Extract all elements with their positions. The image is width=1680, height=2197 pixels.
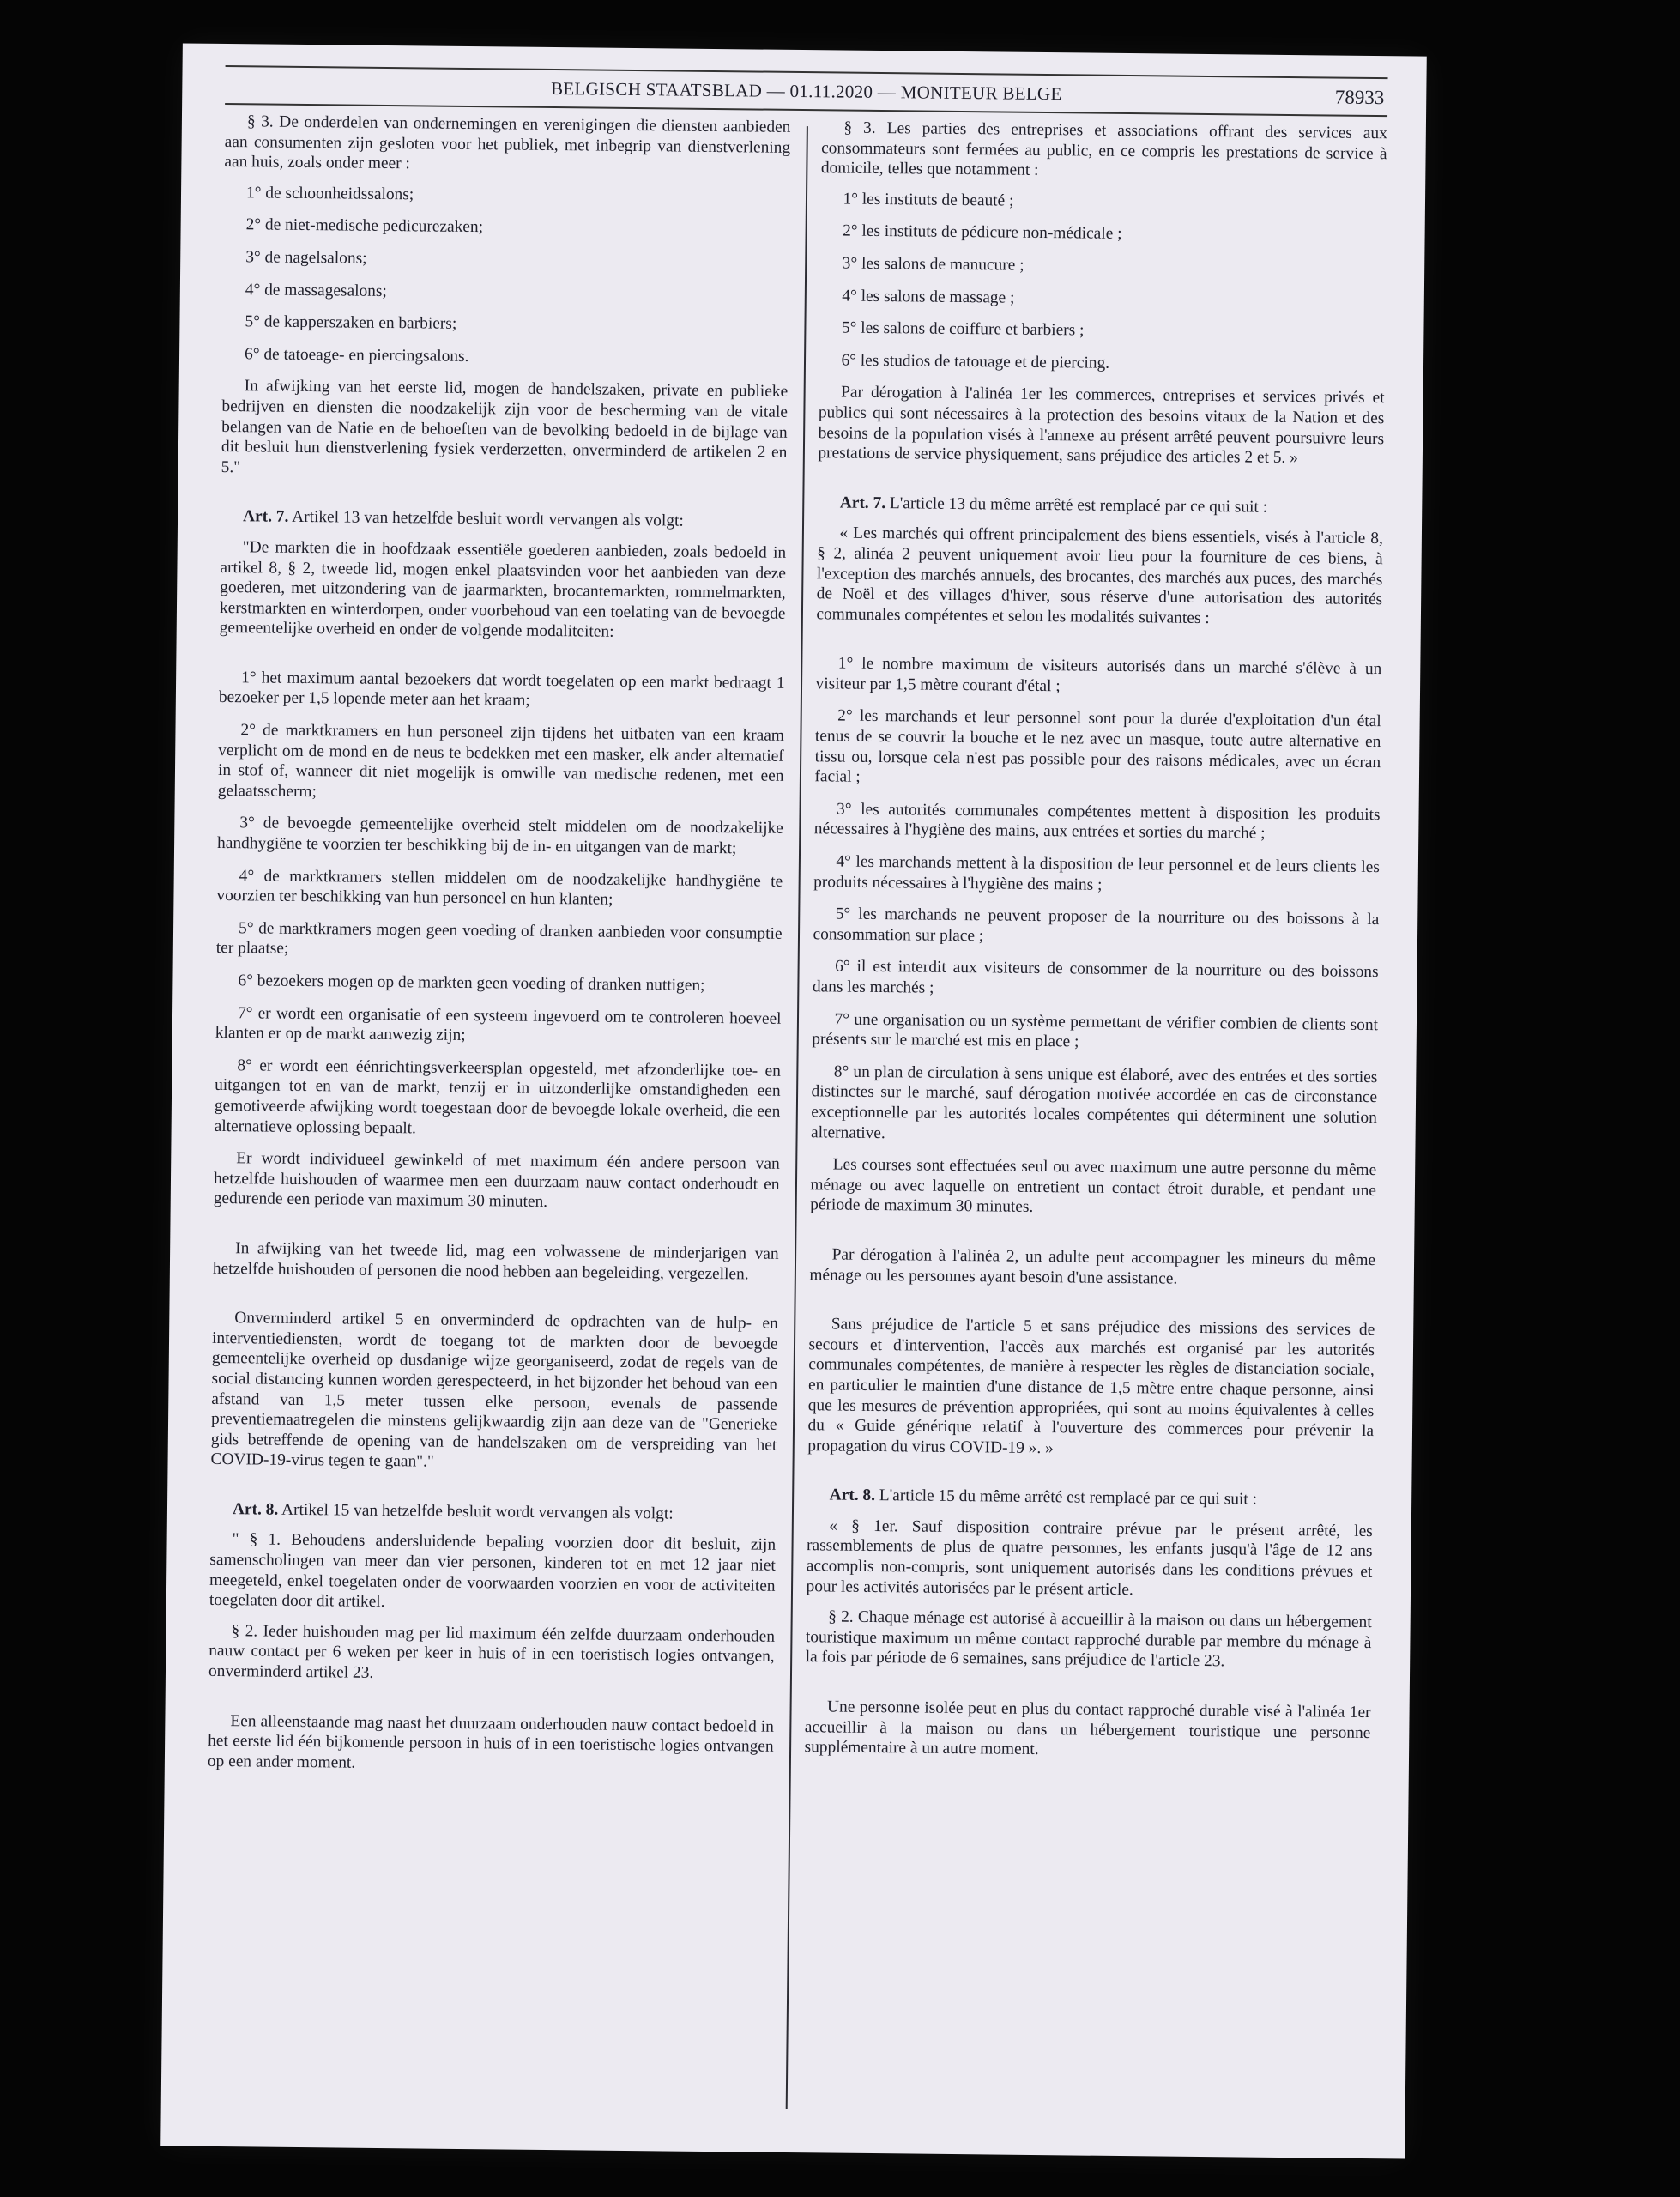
page-number: 78933 (1334, 86, 1385, 109)
fr-article7-item: 6° il est interdit aux visiteurs de consommer de la nourriture ou des boissons dans les marchés ; (812, 957, 1379, 997)
fr-article7-item: 7° une organisation ou un système permettant de vérifier combien de clients sont présents sur le marché est mis en place ; (812, 1010, 1379, 1051)
nl-article8-paragraph2: § 2. Ieder huishouden mag per lid maximum één zelfde duurzaam onderhouden nauw contact per 6 weken per keer in huis of in een toeristisch logies ontvangen, onverminderd artikel 23. (208, 1622, 776, 1682)
nl-section3-derogation: In afwijking van het eerste lid, mogen de handelszaken, private en publieke bedrijven en diensten die noodzakelijk zijn voor de bescherming van de vitale belangen van de Natie en de behoeften van de bevolking bedoeld in de bijlage van dit besluit hun dienstverlening fysiek verderzetten, onverminderd de artikelen 2 en 5." (221, 377, 789, 476)
nl-article7-item: 2° de marktkramers en hun personeel zijn tijdens het uitbaten van een kraam verplicht om de mond en de neus te bedekken met een masker, elk ander alternatief in stof of, wanneer dit niet mogelijk is omwille van medische redenen, met een gelaatsscherm; (217, 721, 785, 802)
fr-article7-heading (818, 493, 1384, 518)
fr-section3-derogation: Par dérogation à l'alinéa 1er les commerces, entreprises et services privés et publics qui sont nécessaires à la protection des besoins vitaux de la Nation et des besoins de la population visés à l'annexe au présent arrêté peuvent poursuivre leurs prestations de service physiquement, sans préjudice des articles 2 et 5. » (818, 383, 1385, 468)
fr-section3-item: 2° les instituts de pédicure non-médicale ; (843, 221, 1122, 244)
fr-article7-item: 5° les marchands ne peuvent proposer de la nourriture ou des boissons à la consommation sur place ; (813, 905, 1380, 946)
nl-article7-item: 4° de marktkramers stellen middelen om de noodzakelijke handhygiëne te voorzien ter beschikking van hun personeel en hun klanten; (216, 866, 783, 910)
nl-article7-text: Artikel 13 van hetzelfde besluit wordt vervangen als volgt: (292, 508, 684, 530)
nl-section3-item: 2° de niet-medische pedicurezaken; (245, 215, 484, 237)
french-column (785, 118, 1387, 2132)
fr-article8-text: L'article 15 du même arrêté est remplacé par ce qui suit : (879, 1486, 1258, 1509)
nl-article8-paragraph3: Een alleenstaande mag naast het duurzaam onderhouden nauw contact bedoeld in het eerste lid één bijkomende persoon in huis of in een toeristische logies ontvangen op een ander moment. (207, 1711, 774, 1772)
fr-section3-item: 3° les salons de manucure ; (842, 254, 1024, 275)
nl-article8-label: Art. 8. (232, 1500, 279, 1519)
nl-article7-intro: "De markten die in hoofdzaak essentiële goederen aanbieden, zoals bedoeld in artikel 8, § 2, tweede lid, mogen enkel plaatsvinden voor het aanbieden van deze goederen, met uitzondering van de jaarmarkten, brocantemarkten, rommelmarkten, kerstmarkten en winterdorpen, onder voorbehoud van een toelating van de bevoegde gemeentelijke overheid en onder de volgende modaliteiten: (219, 538, 787, 642)
nl-article7-heading (221, 506, 787, 532)
nl-article8-heading (210, 1499, 777, 1525)
fr-article7-individual: Les courses sont effectuées seul ou avec maximum une autre personne du même ménage ou avec laquelle on entretient un contact étroit durable, et pendant une période de maximum 30 minutes. (810, 1155, 1377, 1217)
fr-article7-intro: « Les marchés qui offrent principalement des biens essentiels, visés à l'article 8, § 2, alinéa 2 peuvent uniquement avoir lieu pour la fourniture de ces biens, à l'exception des marchés annuels, des brocantes, des marchés aux puces, des marchés de Noël et des villages d'hiver, sous réserve d'une autorisation des autorités communales compétentes et selon les modalités suivantes : (816, 524, 1384, 627)
fr-article7-access: Sans préjudice de l'article 5 et sans préjudice des missions des services de secours et d'intervention, l'accès aux marchés est organisé par les autorités communales compétentes, de manière à respecter les règles de distanciation sociale, en particulier le maintien d'une distance de 1,5 mètre entre chaque personne, ainsi que les mesures de prévention appropriées, qui sont au moins équivalentes à celles du « Guide générique relatif à l'ouverture des commerces pour prévenir la propagation du virus COVID-19 ». » (807, 1315, 1375, 1457)
document-page (160, 43, 1427, 2158)
fr-section3-item: 5° les salons de coiffure et barbiers ; (841, 318, 1085, 340)
fr-article7-item: 3° les autorités communales compétentes mettent à disposition les produits nécessaires à l'hygiène des mains, aux entrées et sorties du marché ; (813, 800, 1381, 844)
fr-article8-paragraph1: « § 1er. Sauf disposition contraire prévue par le présent arrêté, les rassemblements de plus de quatre personnes, les enfants jusqu'à l'âge de 12 ans accomplis non-compris, sont uniquement autorisés dans les conditions prévues et pour les activités autorisées par le présent article. (806, 1516, 1373, 1599)
nl-section3-item: 5° de kapperszaken en barbiers; (245, 312, 457, 333)
header-title: BELGISCH STAATSBLAD — 01.11.2020 — MONITEUR BELGE (550, 77, 1062, 105)
nl-article8-paragraph1: " § 1. Behoudens andersluidende bepaling voorzien door dit besluit, zijn samenscholingen van meer dan vier personen, kinderen tot en met 12 jaar niet meegeteld, enkel toegelaten onder de voorwaarden voorzien en voor de activiteiten toegelaten door dit artikel. (208, 1530, 777, 1612)
fr-section3-item: 4° les salons de massage ; (842, 287, 1015, 307)
nl-section3-item: 1° de schoonheidssalons; (245, 184, 414, 204)
fr-section3-item: 1° les instituts de beauté ; (843, 190, 1014, 210)
fr-article8-heading (807, 1485, 1374, 1510)
nl-article7-item: 5° de marktkramers mogen geen voeding of dranken aanbieden voor consumptie ter plaatse; (215, 919, 783, 959)
fr-section3-intro: § 3. Les parties des entreprises et associations offrant des services aux consommateurs sont fermées au public, en ce compris les prestations de service à domicile, telles que notamment : (820, 118, 1387, 180)
fr-article7-label: Art. 7. (839, 493, 886, 512)
nl-section3-intro: § 3. De onderdelen van ondernemingen en verenigingen die diensten aanbieden aan consumenten zijn gesloten voor het publiek, met inbegrip van dienstverlening aan huis, zoals onder meer : (224, 112, 791, 173)
nl-article7-item: 8° er wordt een éénrichtingsverkeersplan opgesteld, met afzonderlijke toe- en uitgangen tot en van de markt, tenzij er in uitzonderlijke omstandigheden een gemotiveerde afwijking wordt toegestaan door de bevoegde lokale overheid, die een alternatieve oplossing bepaalt. (214, 1056, 781, 1137)
nl-section3-item: 4° de massagesalons; (245, 280, 387, 300)
fr-article8-paragraph2: § 2. Chaque ménage est autorisé à accueillir à la maison ou dans un hébergement touristique maximum un même contact rapproché durable par membre du ménage à la fois par période de 6 semaines, sans préjudice de l'article 23. (805, 1607, 1372, 1671)
nl-article7-label: Art. 7. (242, 507, 289, 527)
fr-article7-item: 4° les marchands mettent à la disposition de leur personnel et de leurs clients les produits nécessaires à l'hygiène des mains ; (813, 852, 1380, 894)
fr-article8-paragraph3: Une personne isolée peut en plus du contact rapproché durable visé à l'alinéa 1er accueillir à la maison ou dans un hébergement touristique une personne supplémentaire à un autre moment. (804, 1698, 1371, 1759)
fr-article7-minors: Par dérogation à l'alinéa 2, un adulte peut accompagner les mineurs du même ménage ou les personnes ayant besoin d'une assistance. (809, 1245, 1376, 1288)
nl-article7-access: Onverminderd artikel 5 en onverminderd de opdrachten van de hulp- en interventiediensten, wordt de toegang tot de markten door de bevoegde gemeentelijke overheid op dusdanige wijze georganiseerd, zodat de regels van de social distancing kunnen worden gerespecteerd, in het bijzonder het behoud van een afstand van 1,5 meter tussen elke persoon, evenals de passende preventiemaatregelen die minstens gelijkwaardig zijn aan deze van de "Generieke gids betreffende de opening van de handelszaken om de verspreiding van het COVID-19-virus tegen te gaan"." (210, 1309, 778, 1471)
fr-section3-item: 6° les studios de tatouage et de piercing. (841, 351, 1110, 372)
nl-section3-item: 3° de nagelsalons; (245, 248, 367, 268)
nl-article7-item: 7° er wordt een organisatie of een systeem ingevoerd om te controleren hoeveel klanten er op de markt aanwezig zijn; (215, 1003, 782, 1045)
page-header (225, 65, 1387, 117)
nl-article7-item: 3° de bevoegde gemeentelijke overheid stelt middelen om de noodzakelijke handhygiëne te voorzien ter beschikking bij de in- en uitgangen van de markt; (217, 814, 783, 858)
nl-article7-item: 6° bezoekers mogen op de markten geen voeding of dranken nuttigen; (238, 971, 705, 995)
fr-article8-label: Art. 8. (829, 1486, 876, 1505)
fr-article7-item: 8° un plan de circulation à sens unique est élaboré, avec des entrées et des sorties distinctes sur le marché, sauf dérogation motivée accordée en cas de circonstance exceptionnelle par les autorités locales compétentes qui déterminent une solution alternative. (811, 1062, 1378, 1142)
nl-article8-text: Artikel 15 van hetzelfde besluit wordt vervangen als volgt: (281, 1500, 674, 1523)
nl-article7-item: 1° het maximum aantal bezoekers dat wordt toegelaten op een markt bedraagt 1 bezoeker per 1,5 lopende meter aan het kraam; (218, 669, 785, 711)
fr-article7-item: 1° le nombre maximum de visiteurs autorisés dans un marché s'élève à un visiteur par 1,5 mètre courant d'étal ; (815, 654, 1382, 696)
dutch-column (204, 112, 807, 2126)
fr-article7-text: L'article 13 du même arrêté est remplacé par ce qui suit : (889, 493, 1268, 517)
fr-article7-item: 2° les marchands et leur personnel sont pour la durée d'exploitation d'un étal tenus de se couvrir la bouche et le nez avec un masque, toute autre alternative en tissu ou, lorsque cela n'est pas possible pour des raisons médicales, avec un écran facial ; (814, 706, 1381, 787)
nl-article7-minors: In afwijking van het tweede lid, mag een volwassene de minderjarigen van hetzelfde huishouden of personen die nood hebben aan begeleiding, vergezellen. (212, 1239, 779, 1283)
nl-article7-individual: Er wordt individueel gewinkeld of met maximum één andere persoon van hetzelfde huishouden of waarmee men een duurzaam nauw contact onderhoudt en gedurende een periode van maximum 30 minuten. (213, 1149, 780, 1212)
nl-section3-item: 6° de tatoeage- en piercingsalons. (244, 345, 469, 366)
two-column-body (204, 112, 1387, 2132)
